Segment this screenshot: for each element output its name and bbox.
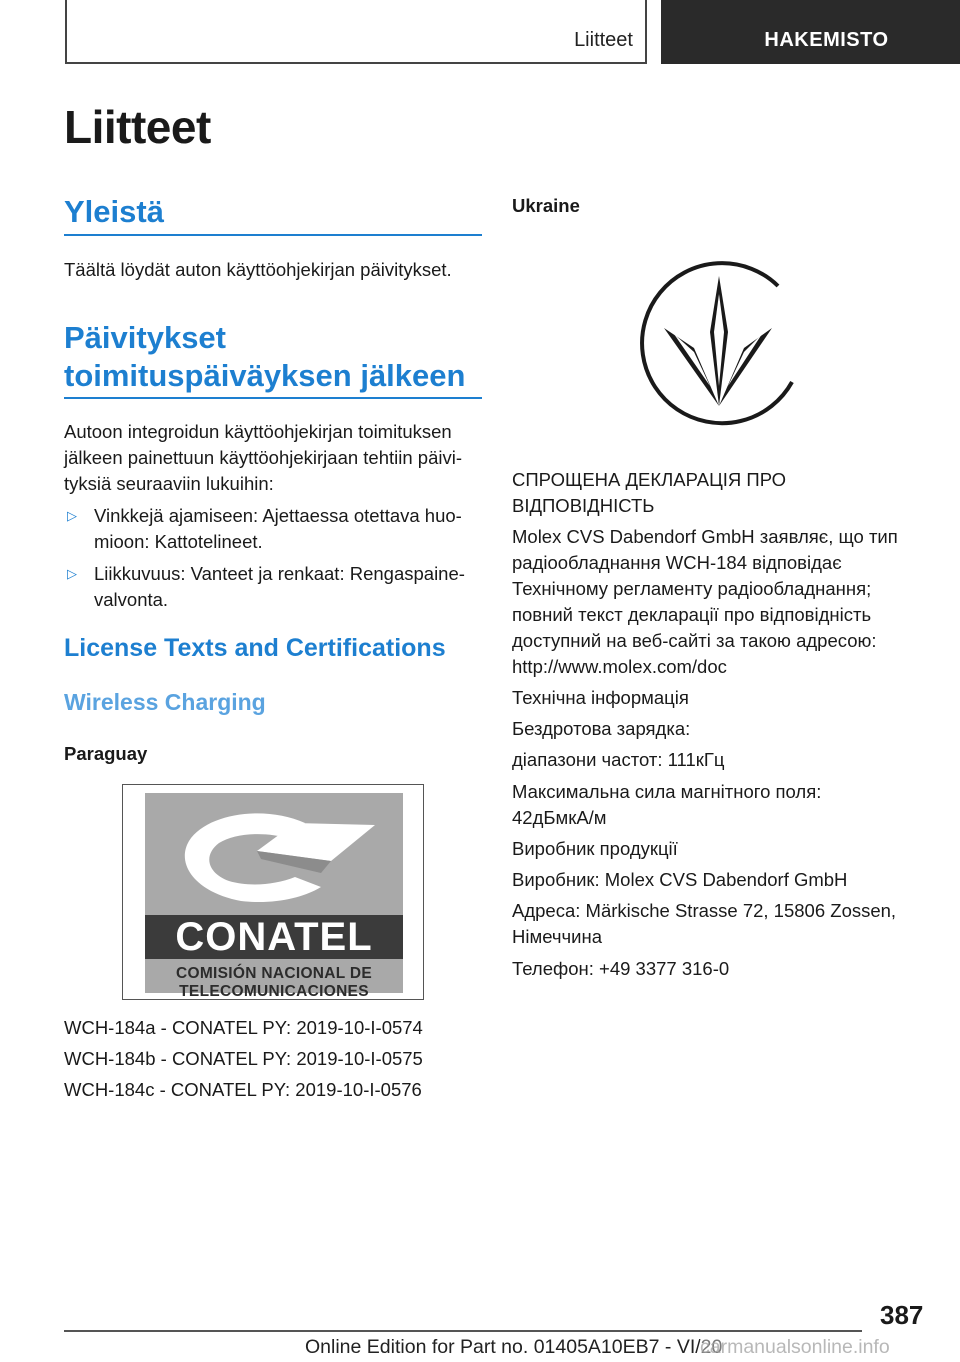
bullet-item-line: Liikkuvuus: Vanteet ja renkaat: Rengaspaine-	[94, 563, 465, 584]
conatel-wordmark: CONATEL	[145, 915, 403, 959]
frequency: діапазони частот: 111кГц	[512, 749, 725, 770]
tech-info: Технічна інформація	[512, 687, 689, 708]
address-line: Німеччина	[512, 926, 602, 947]
molex-link[interactable]: http://www.molex.com/doc	[512, 656, 727, 677]
heading-rule	[64, 234, 482, 236]
heading-wireless-charging: Wireless Charging	[64, 689, 266, 715]
heading-paraguay: Paraguay	[64, 743, 148, 764]
paivitykset-text-line: jälkeen painettuun käyttöohjekirjaan tehtiin päivi-	[64, 447, 463, 468]
paragraph-line: доступний на веб-сайті за такою адресою:	[512, 630, 877, 651]
wireless-charging-ua: Бездротова зарядка:	[512, 718, 691, 739]
paivitykset-text-line: tyksiä seuraaviin lukuihin:	[64, 473, 274, 494]
paragraph-line: повний текст декларації про відповідність	[512, 604, 872, 625]
header-section-label: Liitteet	[574, 29, 633, 51]
conatel-logo	[122, 784, 424, 1000]
cert-line: WCH-184c - CONATEL PY: 2019-10-I-0576	[64, 1079, 422, 1100]
declaration-line: ВІДПОВІДНІСТЬ	[512, 495, 655, 516]
cert-line: WCH-184a - CONATEL PY: 2019-10-I-0574	[64, 1017, 423, 1038]
index-tab-label: HAKEMISTO	[764, 28, 889, 51]
bullet-item-line: valvonta.	[94, 589, 169, 610]
paragraph-line: Molex CVS Dabendorf GmbH заявляє, що тип	[512, 526, 898, 547]
heading-ukraine: Ukraine	[512, 195, 580, 216]
page-title: Liitteet	[64, 101, 211, 153]
header-section-box	[65, 0, 647, 64]
conatel-emblem-icon	[145, 793, 403, 915]
field-strength-line: Максимальна сила магнітного поля:	[512, 781, 822, 802]
declaration-line: СПРОЩЕНА ДЕКЛАРАЦІЯ ПРО	[512, 469, 787, 490]
heading-rule	[64, 397, 482, 399]
paivitykset-text-line: Autoon integroidun käyttöohjekirjan toimituksen	[64, 421, 452, 442]
conatel-subtitle-line: COMISIÓN NACIONAL DE	[175, 965, 373, 982]
heading-paivitykset-line2: toimituspäiväyksen jälkeen	[64, 358, 466, 393]
bullet-item-line: mioon: Kattotelineet.	[94, 531, 263, 552]
heading-paivitykset-line1: Päivitykset	[64, 320, 226, 355]
conatel-subtitle-line: TELECOMUNICACIONES	[179, 983, 369, 1000]
bullet-item-line: Vinkkejä ajamiseen: Ajettaessa otettava huo-	[94, 505, 462, 526]
yleista-text: Täältä löydät auton käyttöohjekirjan päivitykset.	[64, 259, 452, 280]
footer-rule	[64, 1330, 862, 1332]
heading-license: License Texts and Certifications	[64, 634, 446, 662]
index-tab[interactable]	[661, 0, 960, 64]
field-strength-line: 42дБмкА/м	[512, 807, 607, 828]
watermark: carmanualsonline.info	[700, 1336, 890, 1358]
bullet-triangle-icon: ▷	[67, 566, 77, 581]
cert-line: WCH-184b - CONATEL PY: 2019-10-I-0575	[64, 1048, 423, 1069]
address-line: Адреса: Märkische Strasse 72, 15806 Zossen,	[512, 900, 897, 921]
producer: Виробник: Molex CVS Dabendorf GmbH	[512, 869, 848, 890]
heading-yleista: Yleistä	[64, 194, 164, 229]
paragraph-line: радіообладнання WCH-184 відповідає	[512, 552, 842, 573]
footer-edition: Online Edition for Part no. 01405A10EB7 - VI/20	[305, 1336, 723, 1358]
bullet-triangle-icon: ▷	[67, 508, 77, 523]
ukraine-conformity-mark-icon	[630, 254, 810, 434]
producer-heading: Виробник продукції	[512, 838, 678, 859]
page-number: 387	[880, 1300, 924, 1330]
phone: Телефон: +49 3377 316-0	[512, 958, 730, 979]
paragraph-line: Технічному регламенту радіообладнання;	[512, 578, 872, 599]
